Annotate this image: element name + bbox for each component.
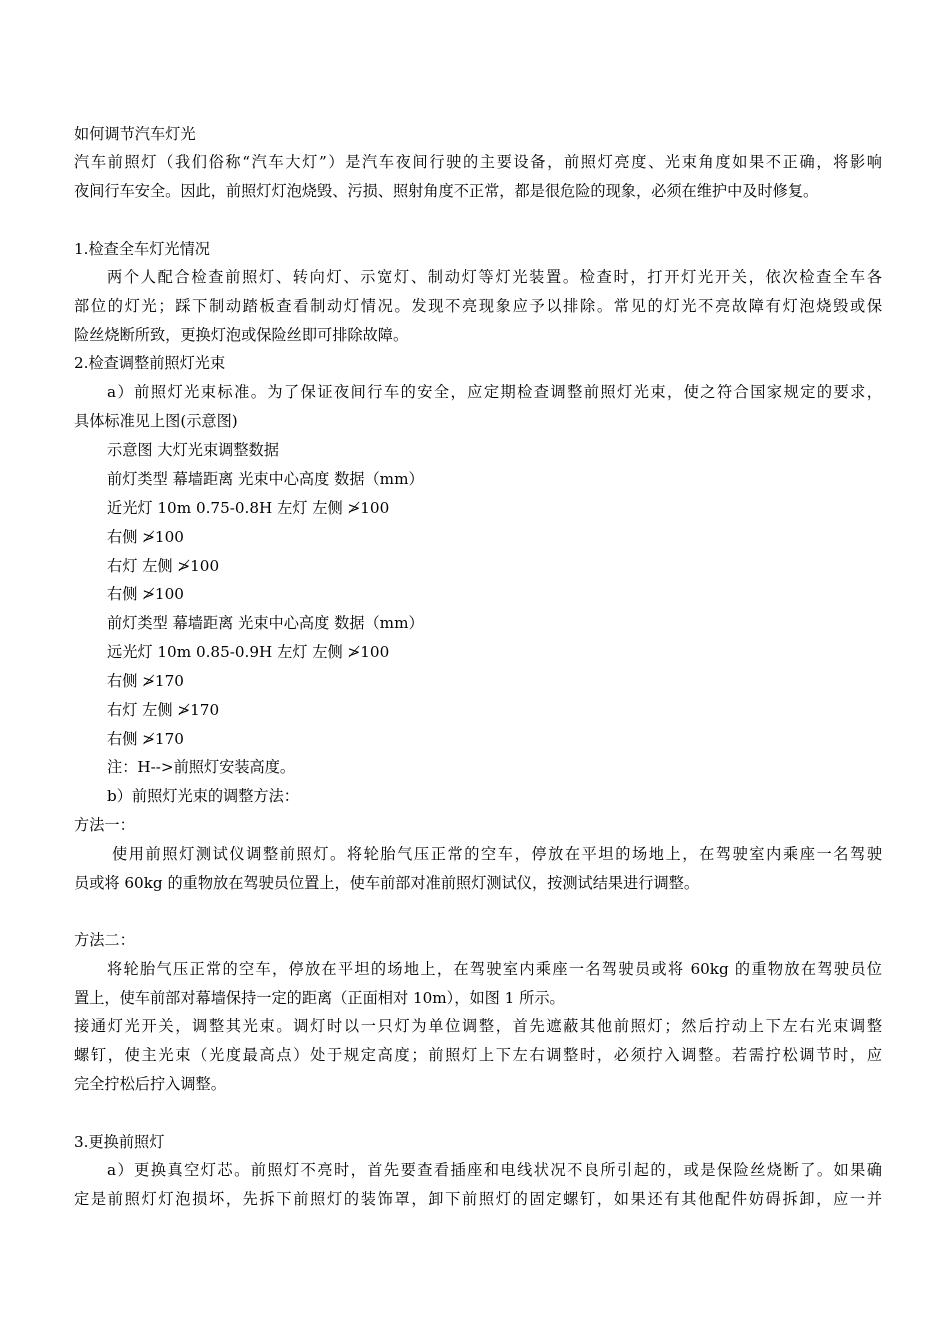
table-line: 右侧 ≯170: [107, 730, 184, 748]
table-line: 右侧 ≯170: [107, 672, 184, 690]
method-2-line-2: 置上，使车前部对幕墙保持一定的距离（正面相对 10m），如图 1 所示。: [74, 989, 565, 1007]
section-2-b-line: b）前照灯光束的调整方法：: [107, 787, 299, 805]
section-3-line-2: 定是前照灯灯泡损坏，先拆下前照灯的装饰罩，卸下前照灯的固定螺钉，如果还有其他配件妨碍拆卸，应一并: [74, 1190, 882, 1208]
method-2-line-4: 螺钉，使主光束（光度最高点）处于规定高度；前照灯上下左右调整时，必须拧入调整。若需拧松调节时，应: [74, 1046, 882, 1064]
table-line: 右侧 ≯100: [107, 585, 184, 603]
table-note: 注：H-->前照灯安装高度。: [107, 758, 296, 776]
table-line: 右侧 ≯100: [107, 528, 184, 546]
section-3-heading: 3.更换前照灯: [74, 1133, 165, 1151]
table-line: 近光灯 10m 0.75-0.8H 左灯 左侧 ≯100: [107, 499, 390, 517]
intro-line-1: 汽车前照灯（我们俗称“汽车大灯”）是汽车夜间行驶的主要设备，前照灯亮度、光束角度如果不正确，将影响: [74, 153, 882, 171]
method-1-line-1: 使用前照灯测试仪调整前照灯。将轮胎气压正常的空车，停放在平坦的场地上，在驾驶室内乘座一名驾驶: [112, 845, 882, 863]
section-2-a-line-1: a）前照灯光束标准。为了保证夜间行车的安全，应定期检查调整前照灯光束，使之符合国家规定的要求，: [107, 383, 882, 401]
section-1-heading: 1.检查全车灯光情况: [74, 240, 210, 258]
section-2-a-line-2: 具体标准见上图(示意图): [74, 412, 238, 430]
method-2-line-5: 完全拧松后拧入调整。: [74, 1075, 226, 1093]
section-3-line-1: a）更换真空灯芯。前照灯不亮时，首先要查看插座和电线状况不良所引起的，或是保险丝烧断了。如果确: [107, 1161, 882, 1179]
table-line: 右灯 左侧 ≯170: [107, 701, 220, 719]
method-2-heading: 方法二：: [74, 931, 135, 949]
table-line: 前灯类型 幕墙距离 光束中心高度 数据（mm）: [107, 614, 424, 632]
method-1-heading: 方法一：: [74, 816, 135, 834]
method-1-line-2: 员或将 60kg 的重物放在驾驶员位置上，使车前部对准前照灯测试仪，按测试结果进行调整。: [74, 874, 700, 892]
method-2-line-3: 接通灯光开关，调整其光束。调灯时以一只灯为单位调整，首先遮蔽其他前照灯；然后拧动上下左右光束调整: [74, 1017, 882, 1035]
section-2-heading: 2.检查调整前照灯光束: [74, 354, 226, 372]
table-line: 示意图 大灯光束调整数据: [107, 441, 279, 459]
table-line: 右灯 左侧 ≯100: [107, 557, 220, 575]
intro-line-2: 夜间行车安全。因此，前照灯灯泡烧毁、污损、照射角度不正常，都是很危险的现象，必须在维护中及时修复。: [74, 182, 819, 200]
doc-title: 如何调节汽车灯光: [74, 125, 196, 143]
table-line: 前灯类型 幕墙距离 光束中心高度 数据（mm）: [107, 470, 424, 488]
section-1-line-2: 部位的灯光；踩下制动踏板查看制动灯情况。发现不亮现象应予以排除。常见的灯光不亮故障有灯泡烧毁或保: [74, 297, 882, 315]
section-1-line-1: 两个人配合检查前照灯、转向灯、示宽灯、制动灯等灯光装置。检查时，打开灯光开关，依次检查全车各: [107, 268, 882, 286]
method-2-line-1: 将轮胎气压正常的空车，停放在平坦的场地上，在驾驶室内乘座一名驾驶员或将 60kg 的重物放在驾驶员位: [107, 960, 882, 978]
table-line: 远光灯 10m 0.85-0.9H 左灯 左侧 ≯100: [107, 643, 390, 661]
section-1-line-3: 险丝烧断所致，更换灯泡或保险丝即可排除故障。: [74, 326, 409, 344]
